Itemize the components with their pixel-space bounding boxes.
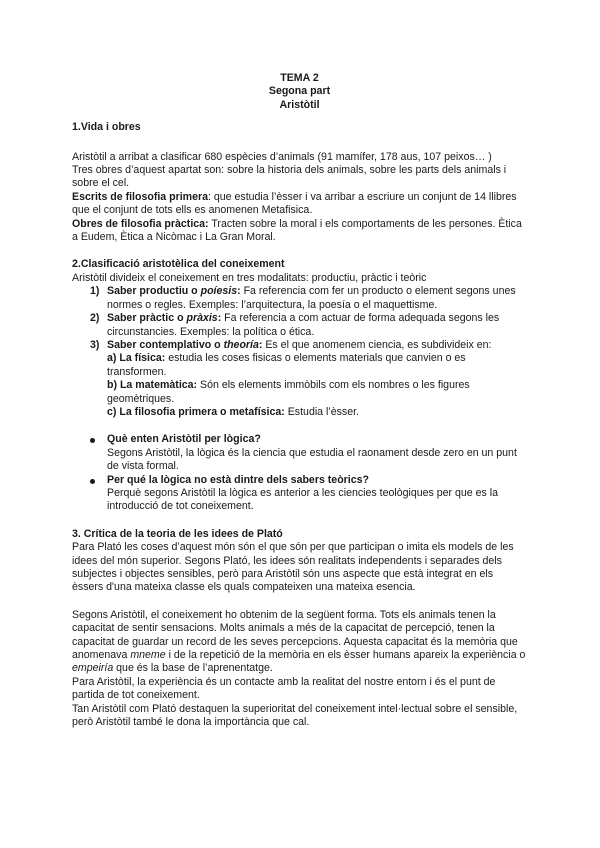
question-text: Què enten Aristòtil per lògica? xyxy=(107,433,261,446)
escrits-text: : que estudia l’èsser i va arribar a escriure un conjunt de 14 llibres que el conjunt de tots ells es anomenen Metafisica. xyxy=(72,190,517,217)
title-line-3: Aristòtil xyxy=(279,98,320,111)
item-text: Fa referencia com fer un producto o element segons unes normes o regles. Exemples: l’arquitectura, la poesía o el maquettisme. xyxy=(107,285,516,311)
list-item xyxy=(72,339,527,419)
title-line-1: TEMA 2 xyxy=(280,72,319,84)
list-item xyxy=(72,285,527,312)
title-line-2: Segona part xyxy=(268,85,331,98)
obres-text: Tracten sobre la moral i els comportaments de les persones. Ètica a Eudem, Ètica a Nicòmac i La Gran Moral. xyxy=(72,217,522,244)
term-empeiria: empeiría xyxy=(72,662,114,675)
section-3-paragraph-2 xyxy=(72,609,527,676)
sub-item-label: a) La física: xyxy=(107,352,166,365)
sub-item-math xyxy=(107,379,527,406)
list-item xyxy=(72,433,527,473)
item-term: pràxis xyxy=(186,312,218,325)
list-item xyxy=(72,474,527,514)
knowledge-list xyxy=(72,285,527,419)
answer-text: Segons Aristòtil, la lògica és la ciencia que estudia el raonament desde zero en un punt de vista formal. xyxy=(107,446,517,473)
section-3-paragraph-1: Para Plató les coses d’aquest món són el que són per que participan o imita els models de les idees del món superior. Segons Plató, les idees són realitats independents i separades dels subjectes i objectes sensibles, però para Aristòtil són uns aspecte que està integrat en els èssers d'una mateixa classe els quals compateixen una mateixa esencia. xyxy=(72,541,514,594)
item-colon: : xyxy=(258,338,263,351)
obres-label: Obres de filosofia pràctica: xyxy=(72,217,209,230)
item-number: 3) xyxy=(90,338,100,351)
paragraph-text: i de la repetició de la memòria en els èsser humans apareix la experiència o xyxy=(165,649,526,662)
sub-item-metaphysics xyxy=(107,406,527,419)
item-term: theoría xyxy=(223,338,259,351)
item-colon: : xyxy=(237,285,241,298)
bullet-icon xyxy=(90,479,95,484)
item-text: Fa referencia a com actuar de forma adequada segons les circunstancies. Exemples: la política o ética. xyxy=(107,312,500,338)
item-number: 1) xyxy=(90,285,100,298)
bullet-icon xyxy=(90,438,95,443)
answer-text: Perquè segons Aristòtil la lògica es anterior a les ciencies teològiques per que es la introducció de tot coneixement. xyxy=(107,486,499,513)
item-label: Saber pràctic o xyxy=(107,312,187,325)
sub-item-label: c) La filosofia primera o metafísica: xyxy=(107,405,285,418)
section-3-paragraph-3: Para Aristòtil, la experiència és un contacte amb la realitat del nostre entorn i és el punt de partida de tot coneixement. xyxy=(72,675,496,702)
item-term: poíesis xyxy=(200,285,238,298)
term-mneme: mneme xyxy=(130,649,166,662)
paragraph-text: que és la base de l’aprenentatge. xyxy=(113,662,273,675)
section-1-paragraph-4 xyxy=(72,218,527,245)
section-2-intro: Aristòtil divideix el coneixement en tres modalitats: productiu, pràctic i teòric xyxy=(72,271,427,284)
document-title xyxy=(72,72,527,112)
item-label: Saber productiu o xyxy=(107,285,201,298)
sub-item-text: Estudia l’èsser. xyxy=(284,405,359,418)
sub-item-text: Són els elements immòbils com els nombres o les figures geomètriques. xyxy=(107,379,470,405)
item-colon: : xyxy=(217,312,222,325)
sub-item-physics xyxy=(107,352,527,379)
sub-item-label: b) La matemàtica: xyxy=(107,379,198,392)
section-3-paragraph-4: Tan Aristòtil com Plató destaquen la superioritat del coneixement intel·lectual sobre el sensible, però Aristòtil també le dona la importància que cal. xyxy=(72,702,518,729)
item-text: Es el que anomenem ciencia, es subdivideix en: xyxy=(262,338,492,351)
item-label: Saber contemplativo o xyxy=(107,338,224,351)
section-1-paragraph-1: Aristòtil a arribat a clasificar 680 espècies d’animals (91 mamífer, 178 aus, 107 peixos… ) xyxy=(72,150,492,163)
section-3-heading: 3. Crítica de la teoria de les idees de Plató xyxy=(72,527,283,540)
question-text: Per qué la lògica no està dintre dels sabers teòrics? xyxy=(107,473,369,486)
section-1-heading: 1.Vida i obres xyxy=(72,121,141,134)
section-1-paragraph-2: Tres obres d’aquest apartat son: sobre la historia dels animals, sobre les parts dels animals i sobre el cel. xyxy=(72,164,507,190)
list-item xyxy=(72,312,527,339)
section-2-heading: 2.Clasificació aristotèlica del coneixement xyxy=(72,258,285,271)
section-1-paragraph-3 xyxy=(72,191,527,218)
document-page xyxy=(72,72,527,729)
escrits-label: Escrits de filosofia primera xyxy=(72,190,209,203)
sub-item-text: estudia les coses fisicas o elements materials que canvien o es transformen. xyxy=(107,352,466,378)
item-number: 2) xyxy=(90,312,100,325)
questions-list xyxy=(72,433,527,513)
paragraph-text: Segons Aristòtil, el coneixement ho obtenim de la següent forma. Tots els animals tenen la capacitat de sentir sensacions. Molts animals a més de la capacitat de percepció, tenen la capacitat de guardar un record de les seves percepcions. Aquesta capacitat és la memòria que anomenava xyxy=(72,608,518,662)
